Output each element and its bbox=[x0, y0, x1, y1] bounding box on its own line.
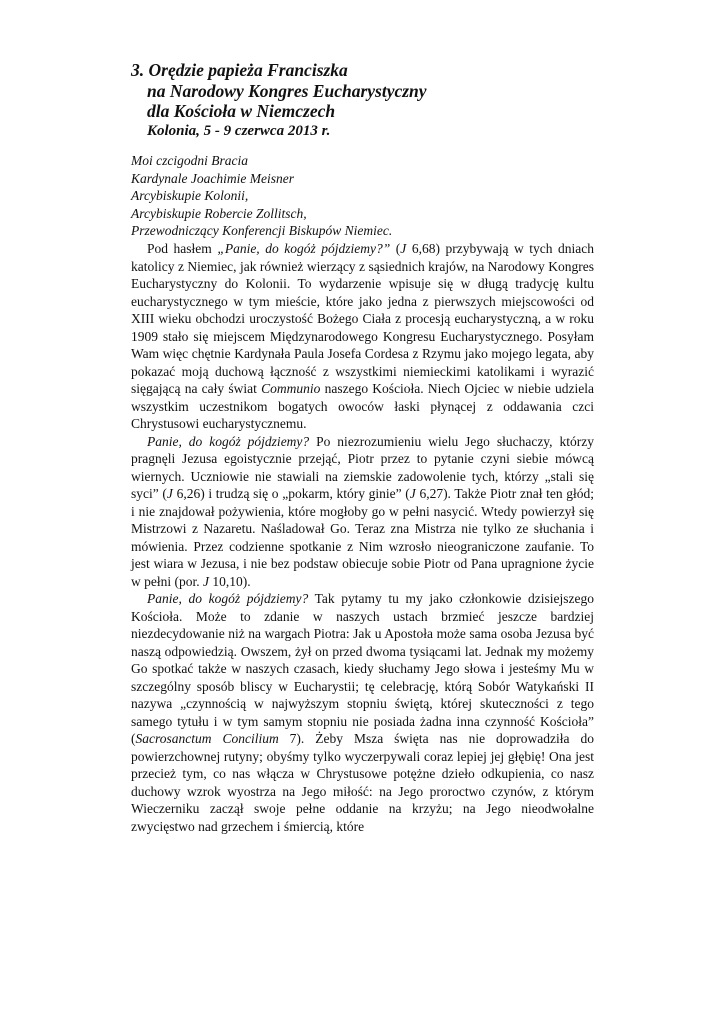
salutation-line: Arcybiskupie Robercie Zollitsch, bbox=[131, 205, 307, 221]
bible-reference: J bbox=[203, 573, 209, 589]
paragraph-1 bbox=[131, 240, 594, 433]
motto-quote: Panie, do kogóż pójdziemy? bbox=[147, 591, 309, 606]
document-citation: Sacrosanctum Concilium bbox=[135, 731, 279, 746]
bible-reference: J bbox=[166, 486, 173, 501]
text-run: 10,10). bbox=[209, 573, 251, 589]
text-run: 6,68) przybywają w tych dniach katolicy z Niemiec, jak również wierzący z sąsiednich krajów, na Narodowy Kongres Eucharystyczny do Kolonii. To wydarzenie wpisuje się w długą tradycję kultu eucharystycznego w tym mieście, które jako jedna z pierwszych miejscowości od XIII wieku obchodzi uroczystość Bożego Ciała z procesją eucharystyczną, a w roku 1909 stało się miejscem Międzynarodowego Kongresu Eucharystycznego. Posyłam Wam więc chętnie Kardynała Paula Josefa Cordesa z Rzymu jako mojego legata, aby pokazać moją duchową łączność z wszystkimi niemieckimi katolikami i wyrazić sięgającą na cały świat bbox=[131, 241, 595, 396]
salutation-line: Moi czcigodni Bracia bbox=[131, 153, 248, 168]
text-run: 6,26) i trudzą się o „pokarm, który ginie” ( bbox=[172, 486, 410, 501]
text-run: Tak pytamy tu my jako członkowie dzisiejszego Kościoła. Może to zdanie w naszych ustach brzmieć jeszcze bardziej niezdecydowanie niż na wargach Piotra: Jak u Apostoła może sama osoba Jezusa być naszą odpowiedzią. Owszem, żył on przed dwoma tysiącami lat. Jednak my możemy Go spotkać także w naszych czasach, kiedy słuchamy Jego słowa i jesteśmy Mu w szczególny sposób bliscy w Eucharystii; tę celebrację, którą Sobór Watykański II nazywa „czynnością w najwyższym stopniu świętą, której skuteczności z tego samego tytułu i w tym samym stopniu nie posiada żadna inna czynność Kościoła” ( bbox=[131, 591, 594, 746]
bible-reference: J bbox=[409, 486, 416, 501]
heading-title: 3. Orędzie papieża Franciszka bbox=[131, 60, 348, 80]
text-run: naszego Kościoła. Niech Ojciec w niebie udziela wszystkim uczestnikom bogatych owoców łaski płynącej z oddawania czci Chrystusowi eucharystycznemu. bbox=[131, 381, 594, 431]
heading-subtitle-line: dla Kościoła w Niemczech bbox=[147, 101, 336, 121]
heading-date: Kolonia, 5 - 9 czerwca 2013 r. bbox=[147, 122, 331, 139]
motto-quote: Panie, do kogóż pójdziemy? bbox=[147, 433, 310, 449]
salutation-line: Kardynale Joachimie Meisner bbox=[131, 170, 294, 186]
latin-term: Communio bbox=[261, 381, 321, 396]
salutation-line: Arcybiskupie Kolonii, bbox=[131, 188, 249, 203]
text-run: Po niezrozumieniu wielu Jego słuchaczy, którzy pragnęli Jezusa egoistycznie przejąć, Piotr przez to pytanie czyni siebie mówcą wiernych. Uczniowie nie stawiali na ziemskie zadowolenie tych, którzy „stali się syci” ( bbox=[131, 433, 594, 501]
document-heading bbox=[131, 60, 611, 141]
bible-reference: J bbox=[400, 241, 407, 256]
text-run: Pod hasłem bbox=[147, 241, 218, 256]
salutation bbox=[131, 152, 601, 240]
text-run: 7). Żeby Msza święta nas nie doprowadziła do powierzchownej rutyny; obyśmy tylko wyczerpywali coraz lepiej jej głębię! Ona jest przecież tym, co nas włącza w Chrystusowe potężne dzieło odkupienia, co nasz duchowy wzrok wyostrza na Jego miłość: na Jego proroctwo czynów, z którym Wieczerniku zaczął swoje pełne oddanie na krzyżu; na Jego nieodwołalne zwycięstwo nad grzechem i śmiercią, które bbox=[131, 731, 594, 834]
text-run: ( bbox=[390, 241, 401, 256]
letter-body bbox=[131, 240, 594, 835]
paragraph-2 bbox=[131, 433, 594, 591]
paragraph-3 bbox=[131, 590, 594, 835]
motto-quote: „Panie, do kogóż pójdziemy?” bbox=[217, 241, 391, 256]
heading-subtitle-line: na Narodowy Kongres Eucharystyczny bbox=[147, 80, 427, 101]
salutation-line: Przewodniczący Konferencji Biskupów Niemiec. bbox=[131, 223, 393, 238]
text-run: 6,27). Także Piotr znał ten głód; i nie znajdował pożywienia, które mogłoby go w pełni nasycić. Wtedy powierzył się Mistrzowi z Nazaretu. Naśladował Go. Teraz zna Mistrza nie tylko ze słuchania i mówienia. Przez codzienne spotkanie z Nim wzrosło nieograniczone zaufanie. To jest wiara w Jezusa, i nie bez podstaw obiecuje sobie Piotr od Pana upragnione życie w pełni (por. bbox=[131, 486, 595, 589]
